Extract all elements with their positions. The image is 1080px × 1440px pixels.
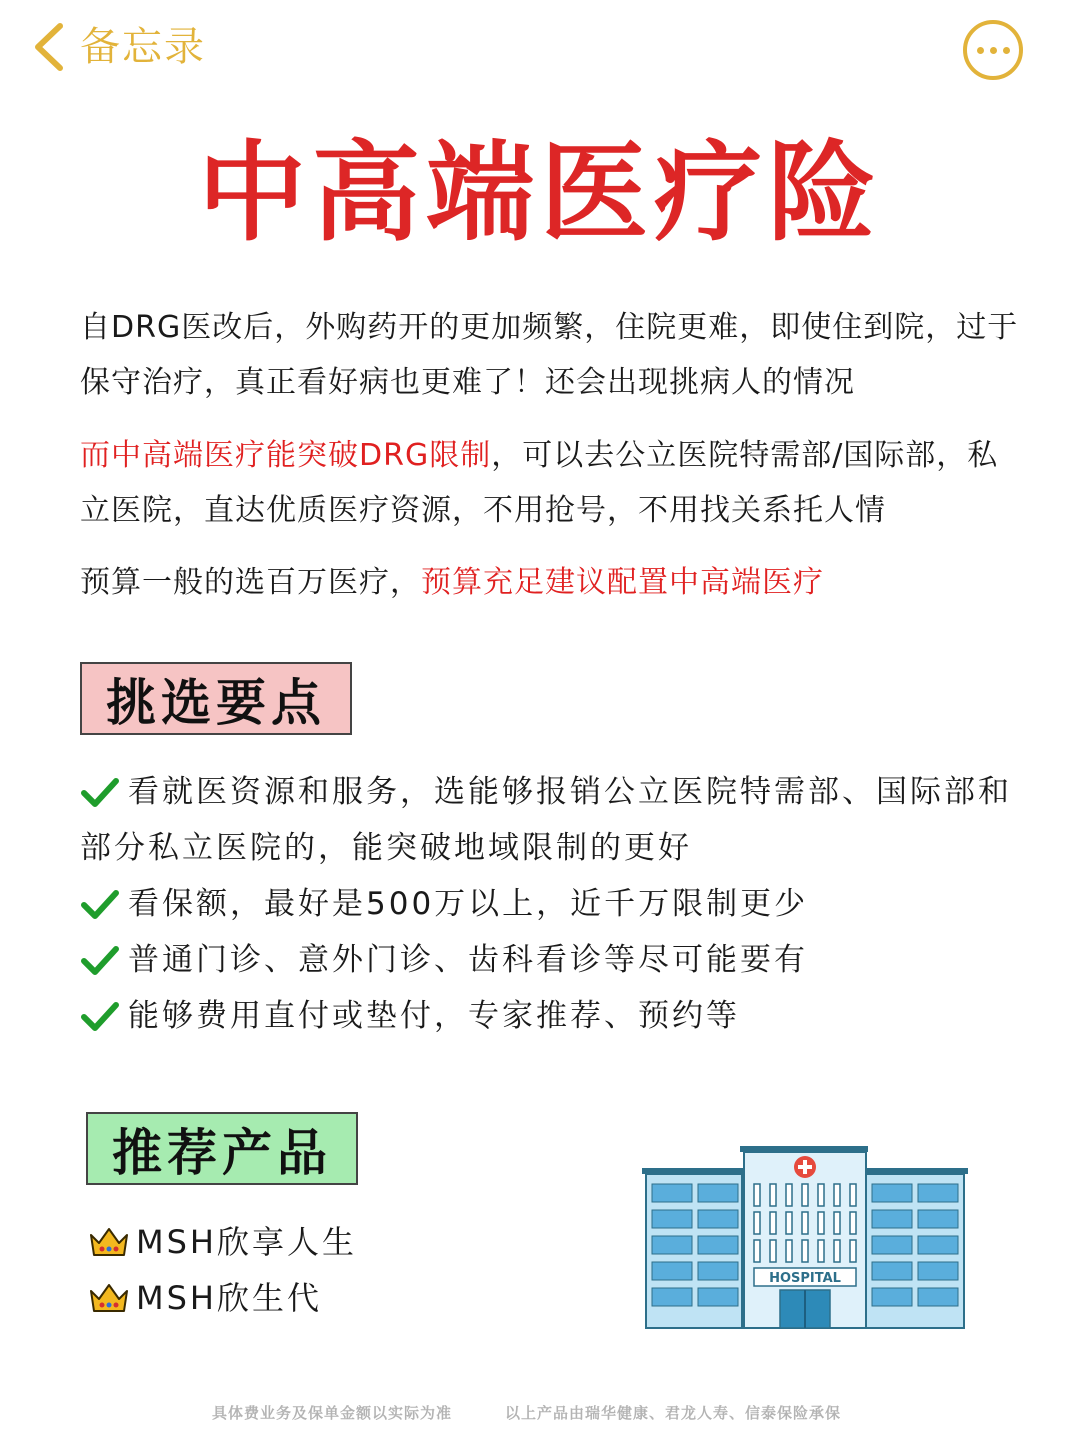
list-item xyxy=(80,876,1030,932)
more-dot xyxy=(1003,47,1010,54)
checkmark-icon xyxy=(80,776,120,808)
footer-disclaimer: 具体费业务及保单金额以实际为准 xyxy=(212,1404,453,1422)
more-options-button[interactable] xyxy=(963,20,1023,80)
back-button[interactable] xyxy=(32,22,206,72)
body-text: 预算一般的选百万医疗， xyxy=(80,565,421,600)
product-name: MSH欣享人生 xyxy=(136,1223,357,1261)
list-item-text: 看保额，最好是500万以上，近千万限制更少 xyxy=(128,886,809,922)
list-item-text: 能够费用直付或垫付，专家推荐、预约等 xyxy=(128,998,740,1034)
selection-list xyxy=(80,764,1030,1044)
selection-heading: 挑选要点 xyxy=(80,662,352,735)
list-item xyxy=(80,988,1030,1044)
recommend-heading: 推荐产品 xyxy=(86,1112,358,1185)
list-item xyxy=(80,932,1030,988)
body-text: ，可以去公立医院特需部/国际部，私立医院，直达优质医疗资源，不用抢号，不用找关系托人情 xyxy=(80,438,999,528)
footer-underwriter: 以上产品由瑞华健康、君龙人寿、信泰保险承保 xyxy=(505,1404,842,1422)
crown-icon xyxy=(88,1282,130,1314)
checkmark-icon xyxy=(80,1000,120,1032)
crown-icon xyxy=(88,1226,130,1258)
more-horizontal-icon xyxy=(977,47,984,54)
intro-paragraph-1: 自DRG医改后，外购药开的更加频繁，住院更难，即使住到院，过于保守治疗，真正看好病也更难了！还会出现挑病人的情况 xyxy=(80,310,1019,400)
top-navigation-bar xyxy=(0,0,1080,100)
product-list xyxy=(88,1214,357,1326)
back-label: 备忘录 xyxy=(80,24,206,70)
product-item xyxy=(88,1214,357,1270)
highlight-text: 预算充足建议配置中高端医疗 xyxy=(421,565,824,600)
page-title: 中高端医疗险 xyxy=(197,130,882,256)
list-item xyxy=(80,764,1030,876)
list-item-text: 普通门诊、意外门诊、齿科看诊等尽可能要有 xyxy=(128,942,808,978)
intro-paragraph-2 xyxy=(80,428,1020,538)
checkmark-icon xyxy=(80,944,120,976)
more-dot xyxy=(990,47,997,54)
highlight-text: 而中高端医疗能突破DRG限制 xyxy=(80,438,492,473)
intro-paragraph-3 xyxy=(80,555,1020,610)
hospital-building-icon xyxy=(640,1140,970,1335)
product-item xyxy=(88,1270,357,1326)
list-item-text: 看就医资源和服务，选能够报销公立医院特需部、国际部和部分私立医院的，能突破地域限制的更好 xyxy=(80,774,1012,866)
hospital-sign: HOSPITAL xyxy=(769,1271,841,1286)
checkmark-icon xyxy=(80,888,120,920)
chevron-left-icon xyxy=(32,22,66,72)
product-name: MSH欣生代 xyxy=(136,1279,322,1317)
